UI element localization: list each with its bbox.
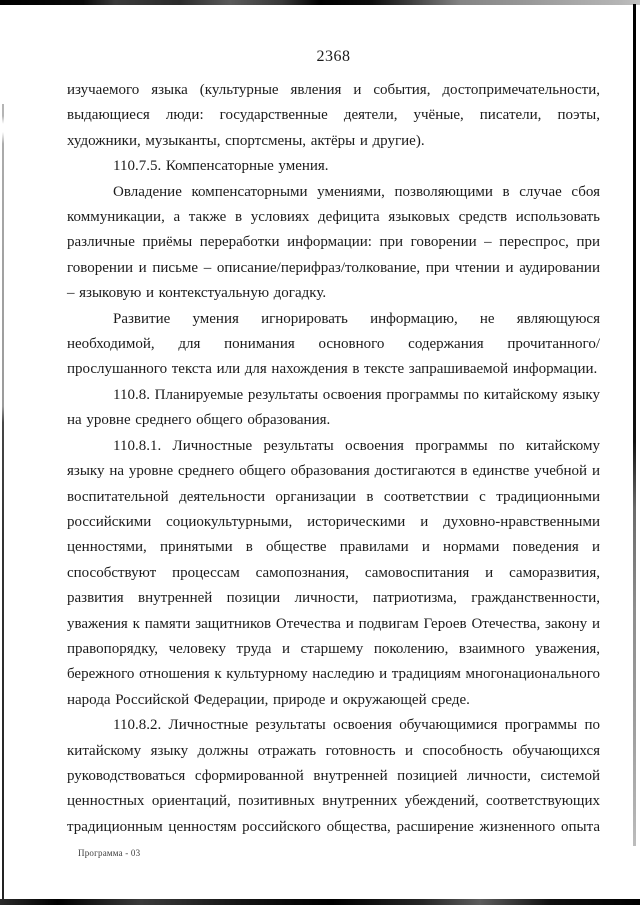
scan-artifact-left-edge [2, 104, 4, 900]
page-number: 2368 [316, 48, 351, 65]
paragraph-section-110-8-2: 110.8.2. Личностные результаты освоения обучающимися программы по китайскому языку должны отражать готовность и способность обучающихся руководствоваться сформированной внутренней позицией личности, системой ценностных ориентаций, позитивных внутренних убеждений, соответствующих традиционным ценностям российского общества, расширение жизненного опыта [67, 717, 600, 835]
scan-artifact-top-edge [0, 0, 640, 5]
paragraph-section-110-7-5: 110.7.5. Компенсаторные умения. [113, 158, 329, 175]
document-body [67, 78, 600, 840]
paragraph-section-110-8-1: 110.8.1. Личностные результаты освоения программы по китайскому языку на уровне среднего общего образования достигаются в единстве учебной и воспитательной деятельности организации в соответствии с традиционными российскими социокультурными, историческими и духовно-нравственными ценностями, принятыми в обществе правилами и нормами поведения и способствуют процессам самопознания, самовоспитания и саморазвития, развития внутренней позиции личности, патриотизма, гражданственности, уважения к памяти защитников Отечества и подвигам Героев Отечества, закону и правопорядку, человеку труда и старшему поколению, взаимного уважения, бережного отношения к культурному наследию и традициям многонационального народа Российской Федерации, природе и окружающей среде. [67, 437, 600, 708]
paragraph-section-110-8: 110.8. Планируемые результаты освоения программы по китайскому языку на уровне среднего общего образования. [67, 386, 600, 429]
scan-artifact-right-edge [633, 4, 636, 846]
scan-artifact-bottom-edge [0, 899, 640, 905]
paragraph-continuation: изучаемого языка (культурные явления и события, достопримечательности, выдающиеся люди: государственные деятели, учёные, писатели, поэты, художники, музыканты, спортсмены, актёры и другие). [67, 82, 600, 149]
paragraph: Овладение компенсаторными умениями, позволяющими в случае сбоя коммуникации, а также в условиях дефицита языковых средств использовать различные приёмы переработки информации: при говорении – переспрос, при говорении и письме – описание/перифраз/толкование, при чтении и аудировании – языковую и контекстуальную догадку. [67, 183, 600, 302]
paragraph: Развитие умения игнорировать информацию, не являющуюся необходимой, для понимания основного содержания прочитанного/прослушанного текста или для нахождения в тексте запрашиваемой информации. [67, 310, 600, 378]
footer-note: Программа - 03 [78, 848, 141, 858]
